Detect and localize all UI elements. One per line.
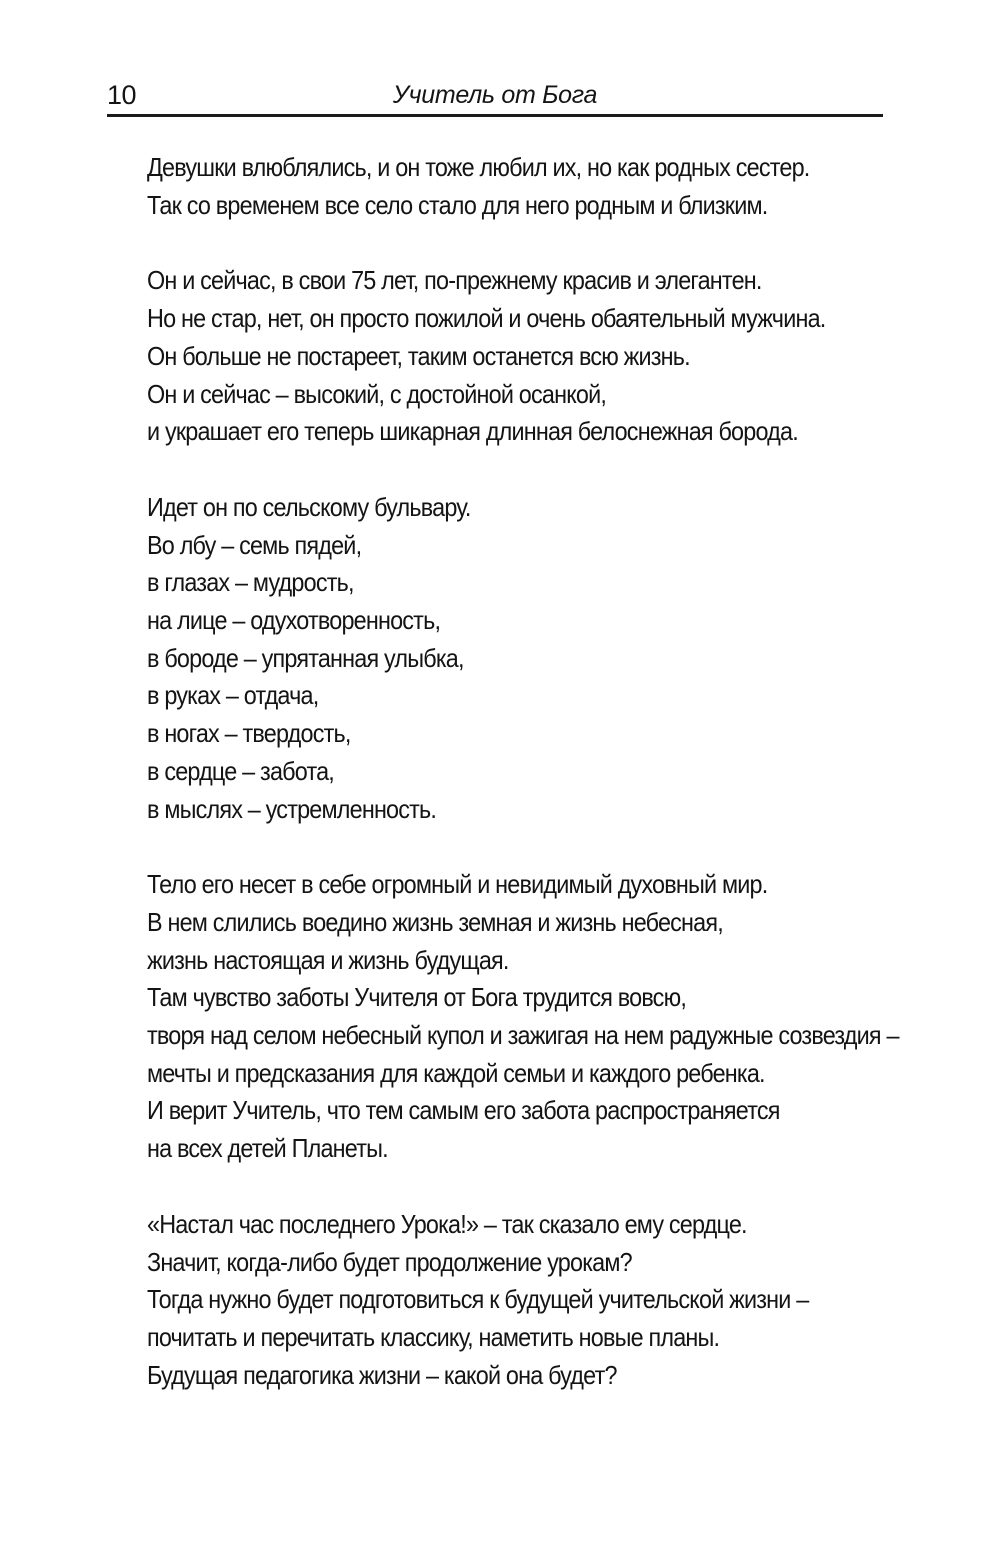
text-line: Тело его несет в себе огромный и невидимый духовный мир. — [147, 869, 768, 900]
text-line: в руках – отдача, — [147, 680, 319, 711]
text-line: и украшает его теперь шикарная длинная белоснежная борода. — [147, 416, 798, 447]
text-line: Он больше не постареет, таким останется всю жизнь. — [147, 340, 690, 371]
text-line: жизнь настоящая и жизнь будущая. — [147, 944, 509, 975]
text-line: Девушки влюблялись, и он тоже любил их, но как родных сестер. — [147, 152, 810, 182]
stanza-4 — [147, 866, 897, 1168]
text-line: Так со временем все село стало для него родным и близким. — [147, 189, 768, 220]
text-line: в бороде – упрятанная улыбка, — [147, 642, 464, 673]
text-line: мечты и предсказания для каждой семьи и каждого ребенка. — [147, 1057, 765, 1088]
text-line: Там чувство заботы Учителя от Бога трудится вовсю, — [147, 982, 687, 1013]
text-line: на всех детей Планеты. — [147, 1133, 388, 1164]
text-line: И верит Учитель, что тем самым его забота распространяется — [147, 1095, 780, 1126]
text-line: Значит, когда-либо будет продолжение урокам? — [147, 1246, 632, 1277]
text-line: Он и сейчас – высокий, с достойной осанкой, — [147, 378, 607, 409]
stanza-5 — [147, 1206, 897, 1395]
page-number: 10 — [107, 80, 137, 110]
stanza-3 — [147, 489, 897, 828]
page-header — [107, 78, 883, 114]
text-line: Он и сейчас, в свои 75 лет, по-прежнему красив и элегантен. — [147, 265, 762, 296]
running-title: Учитель от Бога — [392, 81, 598, 109]
body-text — [147, 149, 897, 1432]
stanza-1 — [147, 149, 897, 224]
text-line: в сердце – забота, — [147, 755, 334, 786]
text-line: Будущая педагогика жизни – какой она будет? — [147, 1359, 617, 1390]
text-line: в мыслях – устремленность. — [147, 793, 437, 824]
text-line: Но не стар, нет, он просто пожилой и очень обаятельный мужчина. — [147, 303, 826, 334]
text-line: Во лбу – семь пядей, — [147, 529, 362, 560]
text-line: Тогда нужно будет подготовиться к будущей учительской жизни – — [147, 1284, 809, 1315]
text-line: в глазах – мудрость, — [147, 567, 354, 598]
text-line: на лице – одухотворенность, — [147, 605, 441, 636]
header-rule — [107, 114, 883, 117]
text-line: «Настал час последнего Урока!» – так сказало ему сердце. — [147, 1208, 747, 1239]
text-line: в ногах – твердость, — [147, 718, 351, 749]
stanza-2 — [147, 262, 897, 451]
text-line: творя над селом небесный купол и зажигая на нем радужные созвездия – — [147, 1020, 899, 1051]
text-line: В нем слились воедино жизнь земная и жизнь небесная, — [147, 906, 723, 937]
text-line: почитать и перечитать классику, наметить новые планы. — [147, 1321, 720, 1352]
text-line: Идет он по сельскому бульвару. — [147, 491, 471, 522]
